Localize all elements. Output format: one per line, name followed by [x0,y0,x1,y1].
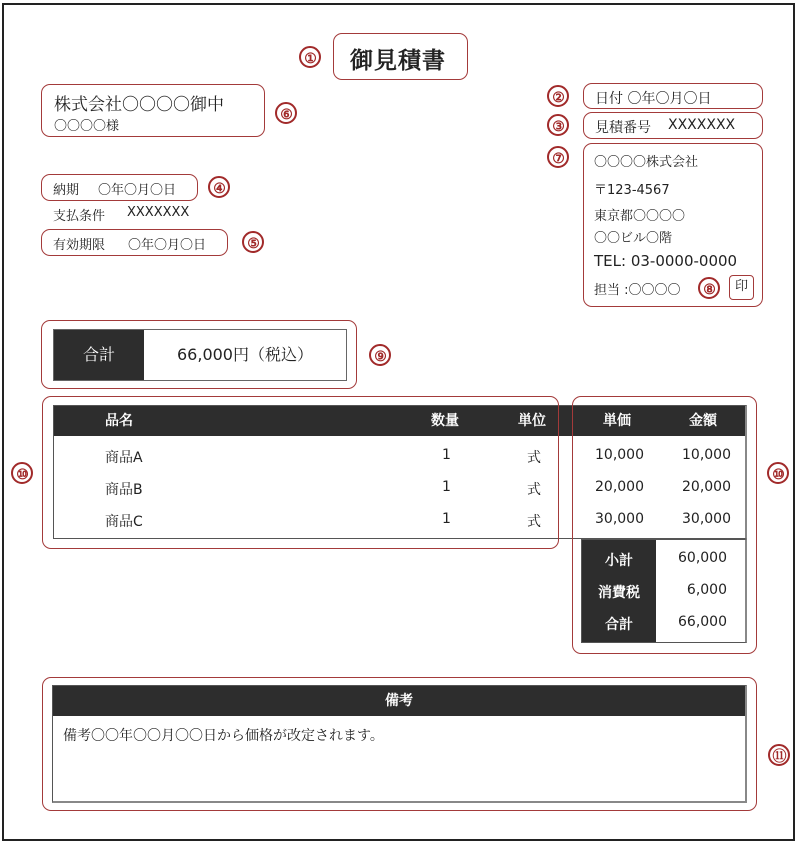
issuer-address-2: 〇〇ビル〇階 [594,231,673,246]
issuer-address-1: 東京都〇〇〇〇 [594,209,686,224]
row-1-amount: 10,000 [682,447,731,463]
row-1-name: 商品A [105,450,143,466]
tax-value: 6,000 [686,582,727,598]
marker-8: ⑧ [698,277,720,299]
marker-2: ② [547,85,569,107]
pricing-outline [572,396,757,654]
marker-6: ⑥ [275,102,297,124]
marker-9: ⑩ [11,462,33,484]
grand-total-label: 合計 [605,617,633,633]
validity-value: 〇年〇月〇日 [128,238,207,253]
total-value: 66,000円（税込） [177,345,313,364]
row-3-name: 商品C [105,514,143,530]
header-amount: 金額 [689,413,717,429]
header-name: 品名 [105,413,133,429]
delivery-value: 〇年〇月〇日 [98,183,177,198]
marker-10b: ⑩ [767,462,789,484]
payment-value: XXXXXXX [127,205,190,220]
marker-7: ⑦ [547,146,569,168]
issuer-postal: 〒123-4567 [594,183,670,198]
header-price: 単価 [603,413,631,429]
row-1-price: 10,000 [595,447,644,463]
row-2-name: 商品B [105,482,143,498]
quote-number-label: 見積番号 [595,120,651,136]
row-3-qty: 1 [442,511,451,527]
row-3-unit: 式 [527,514,541,530]
marker-11: ⑪ [768,744,790,766]
row-2-qty: 1 [442,479,451,495]
recipient-company: 株式会社〇〇〇〇御中 [54,95,224,115]
row-3-amount: 30,000 [682,511,731,527]
page-title: 御見積書 [350,48,446,74]
remarks-header: 備考 [53,686,745,716]
seal-stamp: 印 [729,275,754,300]
total-label: 合計 [54,330,144,380]
recipient-person: 〇〇〇〇様 [54,119,120,134]
issuer-company: 〇〇〇〇株式会社 [594,155,699,170]
issuer-tel: TEL: 03-0000-0000 [594,252,738,270]
row-2-price: 20,000 [595,479,644,495]
subtotal-value: 60,000 [678,550,727,566]
remarks-box [52,685,747,803]
quote-number-value: XXXXXXX [668,117,736,133]
row-2-amount: 20,000 [682,479,731,495]
header-unit: 単位 [518,413,546,429]
marker-4: ④ [208,176,230,198]
subtotal-label: 小計 [605,553,633,569]
row-1-qty: 1 [442,447,451,463]
marker-5: ⑤ [242,231,264,253]
date-text: 日付 〇年〇月〇日 [595,91,712,107]
row-1-unit: 式 [527,450,541,466]
items-outline [42,396,559,549]
total-box [53,329,347,381]
grand-total-value: 66,000 [678,614,727,630]
tax-label: 消費税 [598,585,640,601]
validity-label: 有効期限 [53,238,106,253]
marker-3: ③ [547,114,569,136]
payment-label: 支払条件 [53,209,106,224]
row-2-unit: 式 [527,482,541,498]
issuer-contact: 担当 :〇〇〇〇 [594,283,681,298]
delivery-label: 納期 [53,183,80,198]
remarks-text: 備考〇〇年〇〇月〇〇日から価格が改定されます。 [63,728,384,744]
header-qty: 数量 [431,413,459,429]
row-3-price: 30,000 [595,511,644,527]
marker-1: ① [299,46,321,68]
marker-10a: ⑨ [369,344,391,366]
